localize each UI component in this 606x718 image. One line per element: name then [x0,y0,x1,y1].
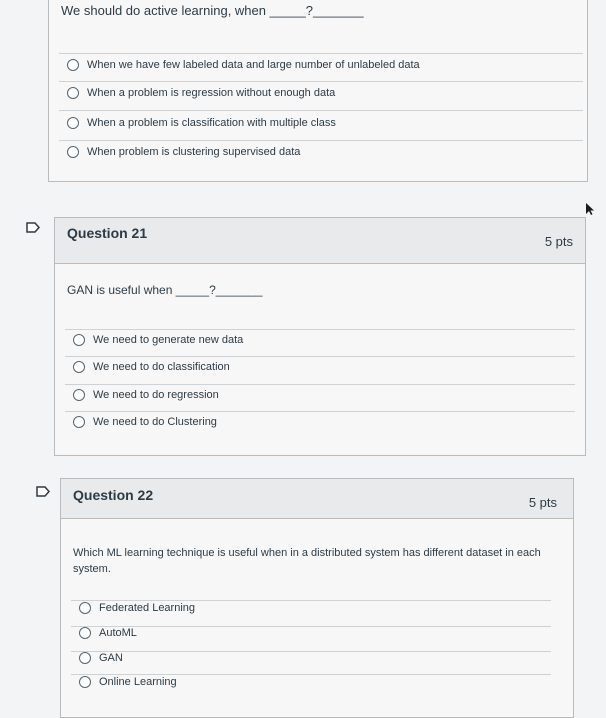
radio-button[interactable] [79,652,91,664]
question-title: Question 22 [73,487,154,503]
radio-button[interactable] [67,59,79,71]
question-points: 5 pts [528,495,557,510]
question-22-card [60,478,574,718]
answer-option[interactable] [79,670,177,694]
question-21-card [54,217,586,456]
radio-button[interactable] [79,676,91,688]
answer-option[interactable] [67,111,336,135]
radio-button[interactable] [67,117,79,129]
answer-option[interactable] [67,81,335,105]
option-label: We need to do Clustering [93,416,217,428]
radio-button[interactable] [73,389,85,401]
radio-button[interactable] [73,334,85,346]
radio-button[interactable] [79,627,91,639]
radio-button[interactable] [67,87,79,99]
question-prompt: Which ML learning technique is useful when in a distributed system has different dataset in each system. [73,547,541,575]
question-points: 5 pts [544,234,573,249]
option-label: Federated Learning [99,602,196,614]
radio-button[interactable] [79,602,91,614]
radio-button[interactable] [67,146,79,158]
question-header [61,479,573,519]
option-label: We need to do classification [93,361,230,373]
answer-option[interactable] [79,596,195,620]
option-label: When a problem is classification with multiple class [87,117,336,129]
answer-option[interactable] [73,383,219,407]
option-label: When we have few labeled data and large number of unlabeled data [87,59,420,71]
question-20-card [48,0,588,182]
question-prompt: GAN is useful when _____?_______ [67,283,263,297]
answer-option[interactable] [73,410,217,434]
question-header [55,218,585,264]
answer-option[interactable] [67,53,420,77]
option-label: When a problem is regression without enough data [87,87,336,99]
option-label: Online Learning [99,676,177,688]
radio-button[interactable] [73,416,85,428]
option-label: We need to generate new data [93,334,244,346]
answer-option[interactable] [79,646,123,670]
answer-option[interactable] [67,140,300,164]
option-label: We need to do regression [93,389,219,401]
question-title: Question 21 [67,225,148,241]
radio-button[interactable] [73,361,85,373]
question-prompt: We should do active learning, when _____?_______ [61,3,364,18]
flag-icon[interactable] [26,222,40,233]
answer-option[interactable] [73,355,230,379]
answer-option[interactable] [73,328,243,352]
mouse-pointer-icon [585,202,595,216]
option-label: AutoML [99,627,137,639]
flag-icon[interactable] [36,486,50,497]
option-label: When problem is clustering supervised data [87,146,301,158]
option-label: GAN [99,652,123,664]
answer-option[interactable] [79,621,137,645]
